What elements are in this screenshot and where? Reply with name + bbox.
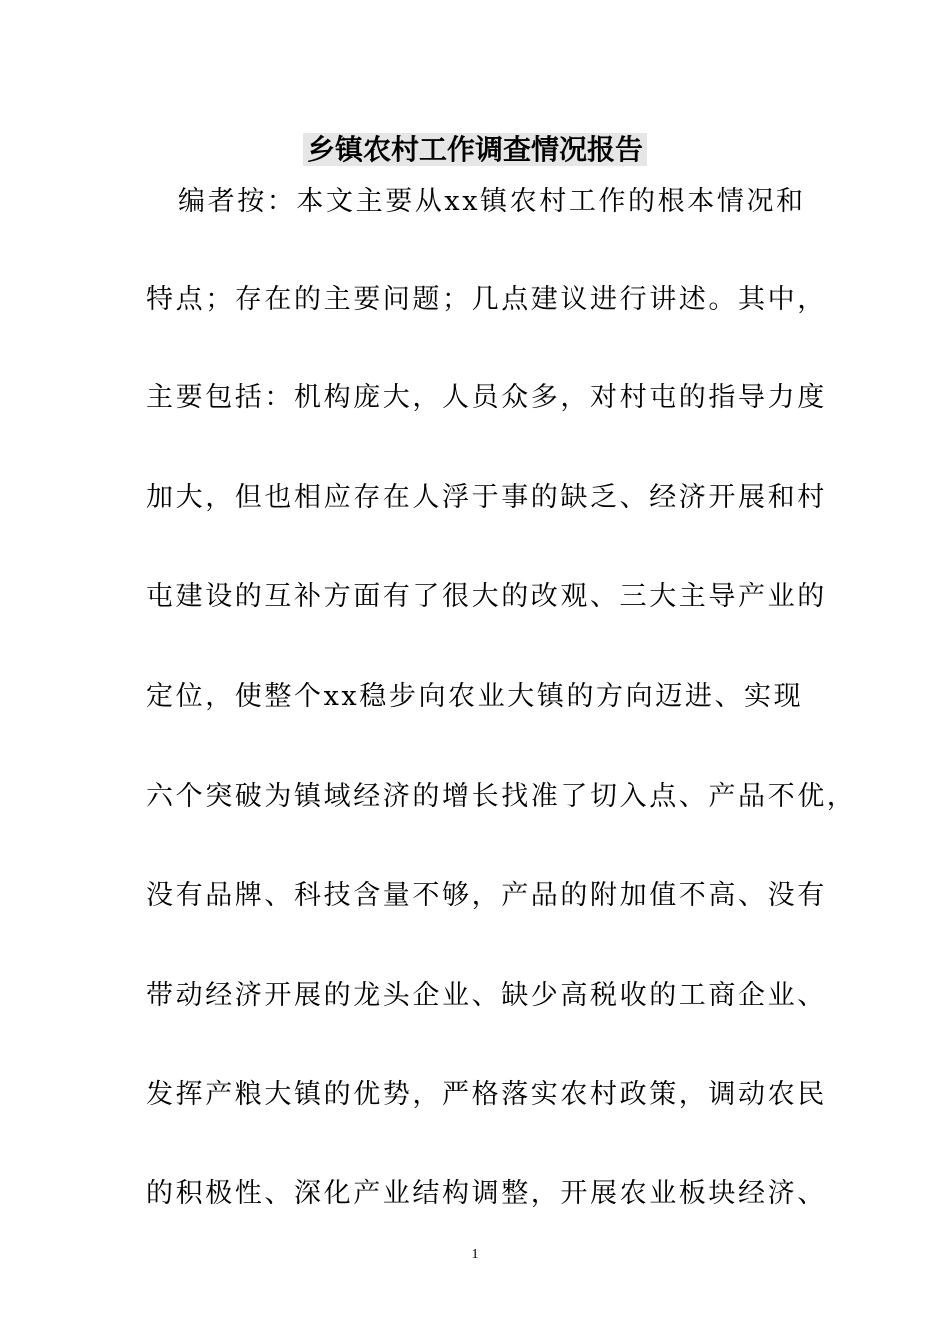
paragraph-line: 没有品牌、科技含量不够，产品的附加值不高、没有 [146,880,827,911]
paragraph-line: 特点；存在的主要问题；几点建议进行讲述。其中， [146,284,827,315]
paragraph-line: 定位，使整个xx稳步向农业大镇的方向迈进、实现 [146,681,804,712]
paragraph-line: 加大，但也相应存在人浮于事的缺乏、经济开展和村 [146,482,827,513]
paragraph-line: 六个突破为镇域经济的增长找准了切入点、产品不优， [146,781,857,812]
paragraph-line: 主要包括：机构庞大，人员众多，对村屯的指导力度 [146,382,827,413]
paragraph-line: 带动经济开展的龙头企业、缺少高税收的工商企业、 [146,980,827,1011]
paragraph-line: 屯建设的互补方面有了很大的改观、三大主导产业的 [146,581,827,612]
document-title-wrap [0,128,950,172]
page-number: 1 [471,1247,479,1262]
paragraph-line: 编者按：本文主要从xx镇农村工作的根本情况和 [178,186,806,217]
paragraph-line: 的积极性、深化产业结构调整，开展农业板块经济、 [146,1178,827,1209]
document-title: 乡镇农村工作调查情况报告 [303,133,647,166]
paragraph-line: 发挥产粮大镇的优势，严格落实农村政策，调动农民 [146,1079,827,1110]
